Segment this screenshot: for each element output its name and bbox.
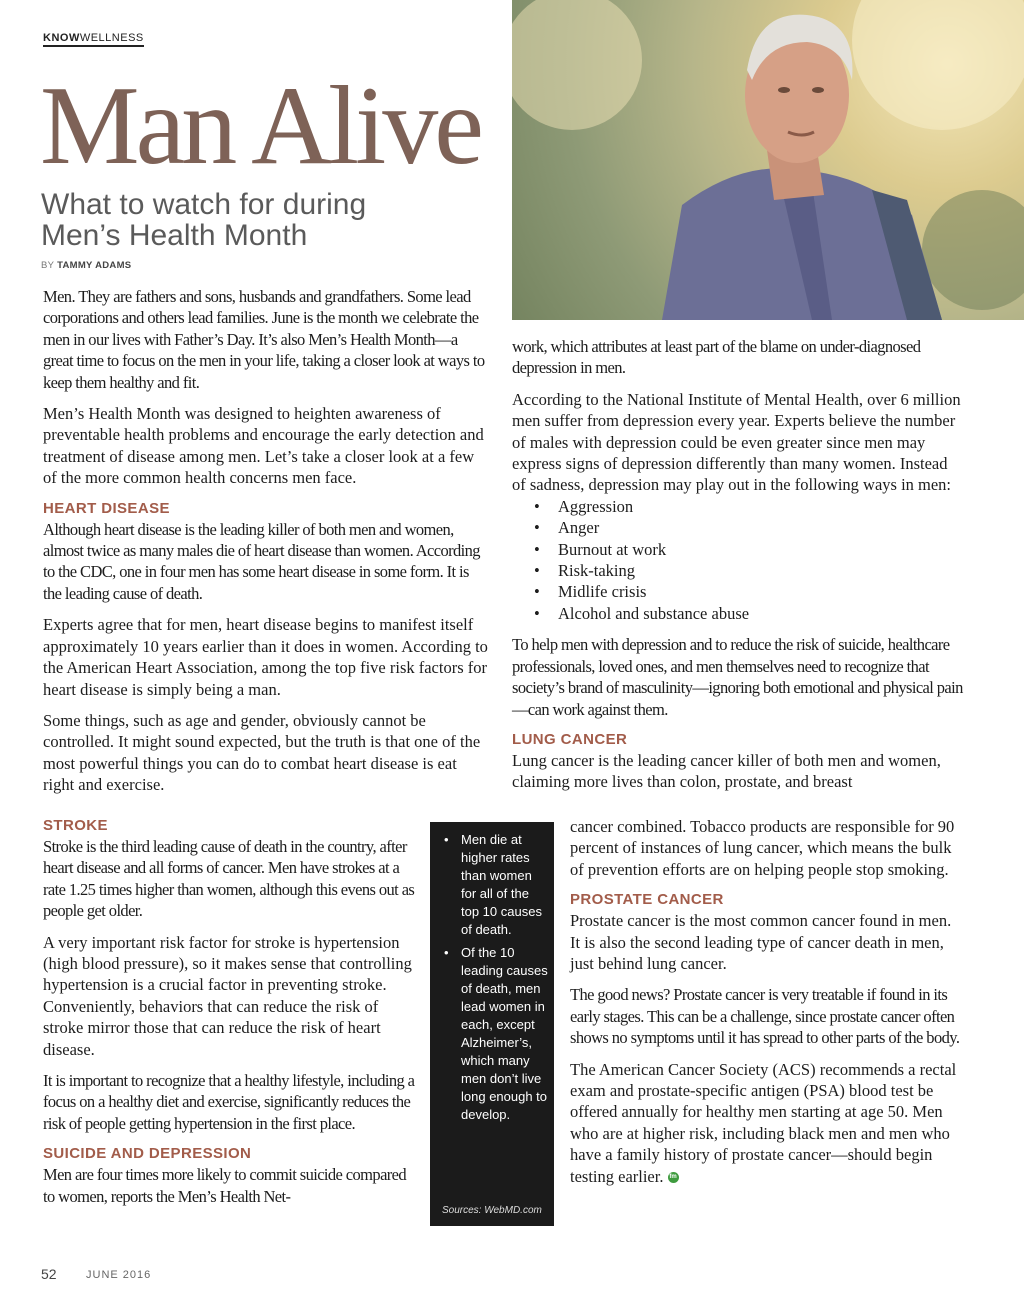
stroke-paragraph-3: It is important to recognize that a healthy lifestyle, including a focus on a healthy diet and exercise, significantly reduces the risk of people getting hypertension in the first place. <box>43 1071 415 1133</box>
article-title: Man Alive <box>40 64 480 188</box>
man-portrait-image <box>512 0 1024 320</box>
continued-paragraph: work, which attributes at least part of the blame on under-diagnosed depression in men. <box>512 337 921 378</box>
right-column-lower <box>570 816 964 1197</box>
suicide-paragraph: Men are four times more likely to commit suicide compared to women, reports the Men’s Health Net- <box>43 1165 407 1206</box>
sidebar-item: • Men die at higher rates than women for all of the top 10 causes of death. <box>438 831 548 939</box>
prostate-cancer-heading: PROSTATE CANCER <box>570 891 724 909</box>
right-column <box>512 336 964 793</box>
issue-date: JUNE 2016 <box>86 1269 152 1281</box>
lung-paragraph-wide: Lung cancer is the leading cancer killer of both men and women, claiming more lives than colon, prostate, and breast <box>512 750 941 792</box>
article-subtitle <box>41 189 501 251</box>
depression-sign: • Aggression <box>512 496 964 517</box>
depression-signs-list <box>512 496 964 624</box>
sidebar-item: • Of the 10 leading causes of death, men lead women in each, except Alzheimer’s, which many men don’t live long enough to develop. <box>438 944 548 1124</box>
section-label-bold: KNOW <box>43 32 80 44</box>
page-number: 52 <box>41 1266 57 1282</box>
prostate-paragraph-1: Prostate cancer is the most common cancer found in men. It is also the second leading type of cancer death in men, just behind lung cancer. <box>570 911 952 974</box>
nimh-paragraph: According to the National Institute of Mental Health, over 6 million men suffer from depression every year. Experts believe the number of males with depression could be even greater since men may express signs of depression differently than many women. Instead of sadness, depression may play out in the following ways in men: <box>512 389 961 495</box>
prostate-paragraph-2: The good news? Prostate cancer is very treatable if found in its early stages. This can be a challenge, since prostate cancer often shows no symptoms until it has spread to other parts of the body. <box>570 985 960 1048</box>
section-label-thin: WELLNESS <box>79 32 144 44</box>
sidebar-list <box>430 822 554 1124</box>
stroke-heading: STROKE <box>43 817 108 834</box>
depression-sign: • Anger <box>512 517 964 538</box>
depression-sign: • Midlife crisis <box>512 581 964 602</box>
facts-sidebar <box>430 822 554 1226</box>
left-column-lower <box>43 816 421 1217</box>
depression-sign: • Risk-taking <box>512 560 964 581</box>
hero-photo <box>512 0 1024 320</box>
prostate-paragraph-3 <box>570 1059 964 1187</box>
byline-prefix: BY <box>41 260 55 271</box>
byline <box>41 260 131 271</box>
stroke-paragraph-2: A very important risk factor for stroke is hypertension (high blood pressure), so it makes sense that controlling hypertension is a crucial factor in preventing stroke. Conveniently, behaviors that can reduce the risk of stroke mirror those that can reduce the risk of heart disease. <box>43 932 412 1059</box>
lung-cancer-heading: LUNG CANCER <box>512 730 628 748</box>
byline-author: TAMMY ADAMS <box>57 260 132 271</box>
suicide-heading: SUICIDE AND DEPRESSION <box>43 1145 252 1163</box>
intro-paragraph-1: Men. They are fathers and sons, husbands and grandfathers. Some lead corporations and others lead families. June is the month we celebrate the men in our lives with Father’s Day. It’s also Men’s Health Month—a great time to focus on the men in your life, taking a closer look at ways to keep them healthy and fit. <box>43 287 485 392</box>
section-label <box>43 32 144 47</box>
left-column <box>43 286 488 806</box>
sidebar-sources: Sources: WebMD.com <box>442 1205 542 1216</box>
end-mark-icon: fm <box>668 1172 679 1183</box>
subtitle-line-2: Men’s Health Month <box>41 219 308 252</box>
stroke-paragraph-1: Stroke is the third leading cause of death in the country, after heart disease and all forms of cancer. Men have strokes at a rate 1.25 times higher than women, although this evens out as people get older. <box>43 837 415 921</box>
intro-paragraph-2: Men’s Health Month was designed to heighten awareness of preventable health problems and encourage the early detection and treatment of disease among men. Let’s take a closer look at a few of the more common health concerns men face. <box>43 404 484 488</box>
subtitle-line-1: What to watch for during <box>41 188 367 221</box>
heart-paragraph-2: Experts agree that for men, heart disease begins to manifest itself approximately 10 years earlier than it does in women. According to the American Heart Association, among the top five risk factors for heart disease is simply being a man. <box>43 615 488 699</box>
prostate-paragraph-3-text: The American Cancer Society (ACS) recommends a rectal exam and prostate-specific antigen (PSA) blood test be offered annually for healthy men starting at age 50. Men who are at higher risk, including black men and men who have a family history of prostate cancer—should begin testing earlier. <box>570 1059 957 1186</box>
depression-sign: • Alcohol and substance abuse <box>512 603 964 624</box>
heart-paragraph-3: Some things, such as age and gender, obviously cannot be controlled. It might sound expected, but the truth is that one of the most powerful things you can do to combat heart disease is eat right and exercise. <box>43 710 481 795</box>
lung-paragraph-narrow: cancer combined. Tobacco products are responsible for 90 percent of instances of lung cancer, which means the bulk of prevention efforts are on helping people stop smoking. <box>570 817 955 879</box>
help-paragraph: To help men with depression and to reduce the risk of suicide, healthcare professionals, loved ones, and men themselves need to recognize that society’s brand of masculinity—ignoring both emotional and physical pain—can work against them. <box>512 635 963 719</box>
depression-sign: • Burnout at work <box>512 539 964 560</box>
heart-disease-heading: HEART DISEASE <box>43 499 170 517</box>
heart-paragraph-1: Although heart disease is the leading killer of both men and women, almost twice as many males die of heart disease than women. According to the CDC, one in four men has some heart disease in some form. It is the leading cause of death. <box>43 519 480 603</box>
